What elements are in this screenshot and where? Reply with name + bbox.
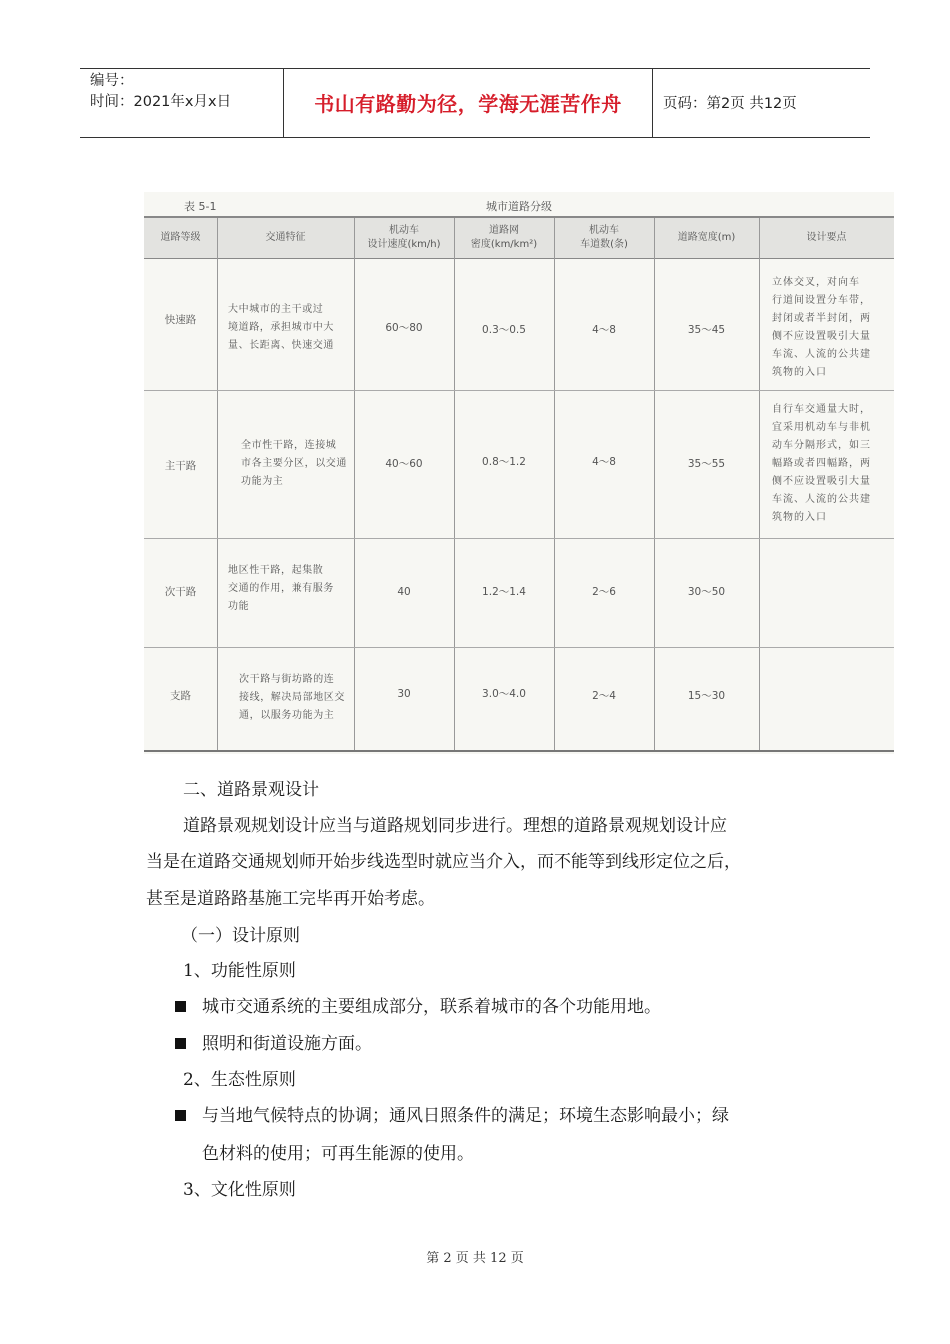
table-column-line [354, 218, 355, 750]
table-row-line [144, 647, 894, 648]
grade-cell: 次干路 [164, 586, 197, 598]
features-cell: 地区性干路，起集散 交通的作用，兼有服务 功能 [228, 565, 334, 612]
width-cell: 35～45 [687, 324, 726, 336]
width-cell: 35～55 [687, 458, 726, 470]
features-cell: 次干路与街坊路的连 接线，解决局部地区交 通，以服务功能为主 [239, 674, 345, 721]
column-header: 道路等级 [160, 232, 201, 243]
lanes-cell: 2～4 [592, 690, 616, 702]
table-column-line [654, 218, 655, 750]
lanes-cell: 4～8 [592, 324, 616, 336]
page-footer: 第 2 页 共 12 页 [426, 1251, 524, 1266]
column-header: 道路网 密度(km/km²) [470, 225, 538, 250]
speed-cell: 40～60 [385, 458, 423, 470]
speed-cell: 40 [397, 586, 411, 598]
column-header: 设计要点 [806, 232, 847, 243]
table-row-line [144, 538, 894, 539]
paragraph-line: 甚至是道路路基施工完毕再开始考虑。 [146, 889, 435, 909]
notes-cell: 自行车交通量大时， 宜采用机动车与非机 动车分隔形式，如三 幅路或者四幅路，两 侧不应设置吸引大量 车流、人流的公共建 筑物的入口 [772, 404, 871, 523]
features-cell: 大中城市的主干或过 境道路，承担城市中大 量、长距离、快速交通 [228, 304, 334, 351]
bullet-text: 与当地气候特点的协调；通风日照条件的满足；环境生态影响最小；绿 [202, 1106, 729, 1126]
bullet-text: 城市交通系统的主要组成部分，联系着城市的各个功能用地。 [202, 997, 661, 1017]
number-label: 编号： [90, 73, 134, 89]
bullet-square-icon [175, 1038, 186, 1049]
time-label: 时间：2021年x月x日 [90, 94, 232, 110]
header-divider [652, 69, 653, 137]
table-label: 表 5-1 [184, 200, 217, 213]
lanes-cell: 2～6 [592, 586, 616, 598]
paragraph-line: 当是在道路交通规划师开始步线选型时就应当介入，而不能等到线形定位之后， [146, 852, 741, 872]
lanes-cell: 4～8 [592, 456, 616, 468]
table-row-line [144, 390, 894, 391]
density-cell: 3.0～4.0 [482, 688, 526, 700]
section-title: 二、道路景观设计 [183, 780, 319, 800]
header-page-info: 页码：第2页 共12页 [663, 96, 797, 112]
item-heading: 3、文化性原则 [183, 1180, 296, 1200]
bullet-text: 照明和街道设施方面。 [202, 1034, 372, 1054]
table-column-line [217, 218, 218, 750]
density-cell: 1.2～1.4 [482, 586, 526, 598]
grade-cell: 支路 [170, 690, 191, 702]
bullet-text: 色材料的使用；可再生能源的使用。 [202, 1144, 474, 1164]
header-motto: 书山有路勤为径，学海无涯苦作舟 [314, 92, 622, 116]
table-rule [144, 258, 894, 259]
speed-cell: 30 [397, 688, 411, 700]
column-header: 机动车 设计速度(km/h) [367, 225, 441, 250]
road-classification-table [144, 192, 894, 754]
table-column-line [759, 218, 760, 750]
speed-cell: 60～80 [385, 322, 423, 334]
grade-cell: 主干路 [164, 460, 197, 472]
bullet-square-icon [175, 1110, 186, 1121]
density-cell: 0.8～1.2 [482, 456, 526, 468]
bullet-square-icon [175, 1001, 186, 1012]
grade-cell: 快速路 [164, 314, 197, 326]
item-heading: 2、生态性原则 [183, 1070, 296, 1090]
column-header: 交通特征 [265, 232, 306, 243]
notes-cell: 立体交叉，对向车 行道间设置分车带， 封闭或者半封闭，两 侧不应设置吸引大量 车流、人流的公共建 筑物的入口 [772, 277, 871, 378]
table-column-line [454, 218, 455, 750]
table-column-line [554, 218, 555, 750]
width-cell: 15～30 [687, 690, 726, 702]
column-header: 机动车 车道数(条) [580, 225, 628, 250]
item-heading: 1、功能性原则 [183, 961, 296, 981]
paragraph-line: 道路景观规划设计应当与道路规划同步进行。理想的道路景观规划设计应 [183, 816, 727, 836]
header-meta [90, 71, 285, 113]
page-header [80, 68, 870, 138]
features-cell: 全市性干路，连接城 市各主要分区，以交通 功能为主 [241, 440, 347, 487]
table-title: 城市道路分级 [486, 200, 552, 213]
density-cell: 0.3～0.5 [482, 324, 526, 336]
table-rule [144, 750, 894, 752]
width-cell: 30～50 [687, 586, 726, 598]
subsection-title: （一）设计原则 [181, 926, 300, 946]
column-header: 道路宽度(m) [677, 232, 736, 243]
